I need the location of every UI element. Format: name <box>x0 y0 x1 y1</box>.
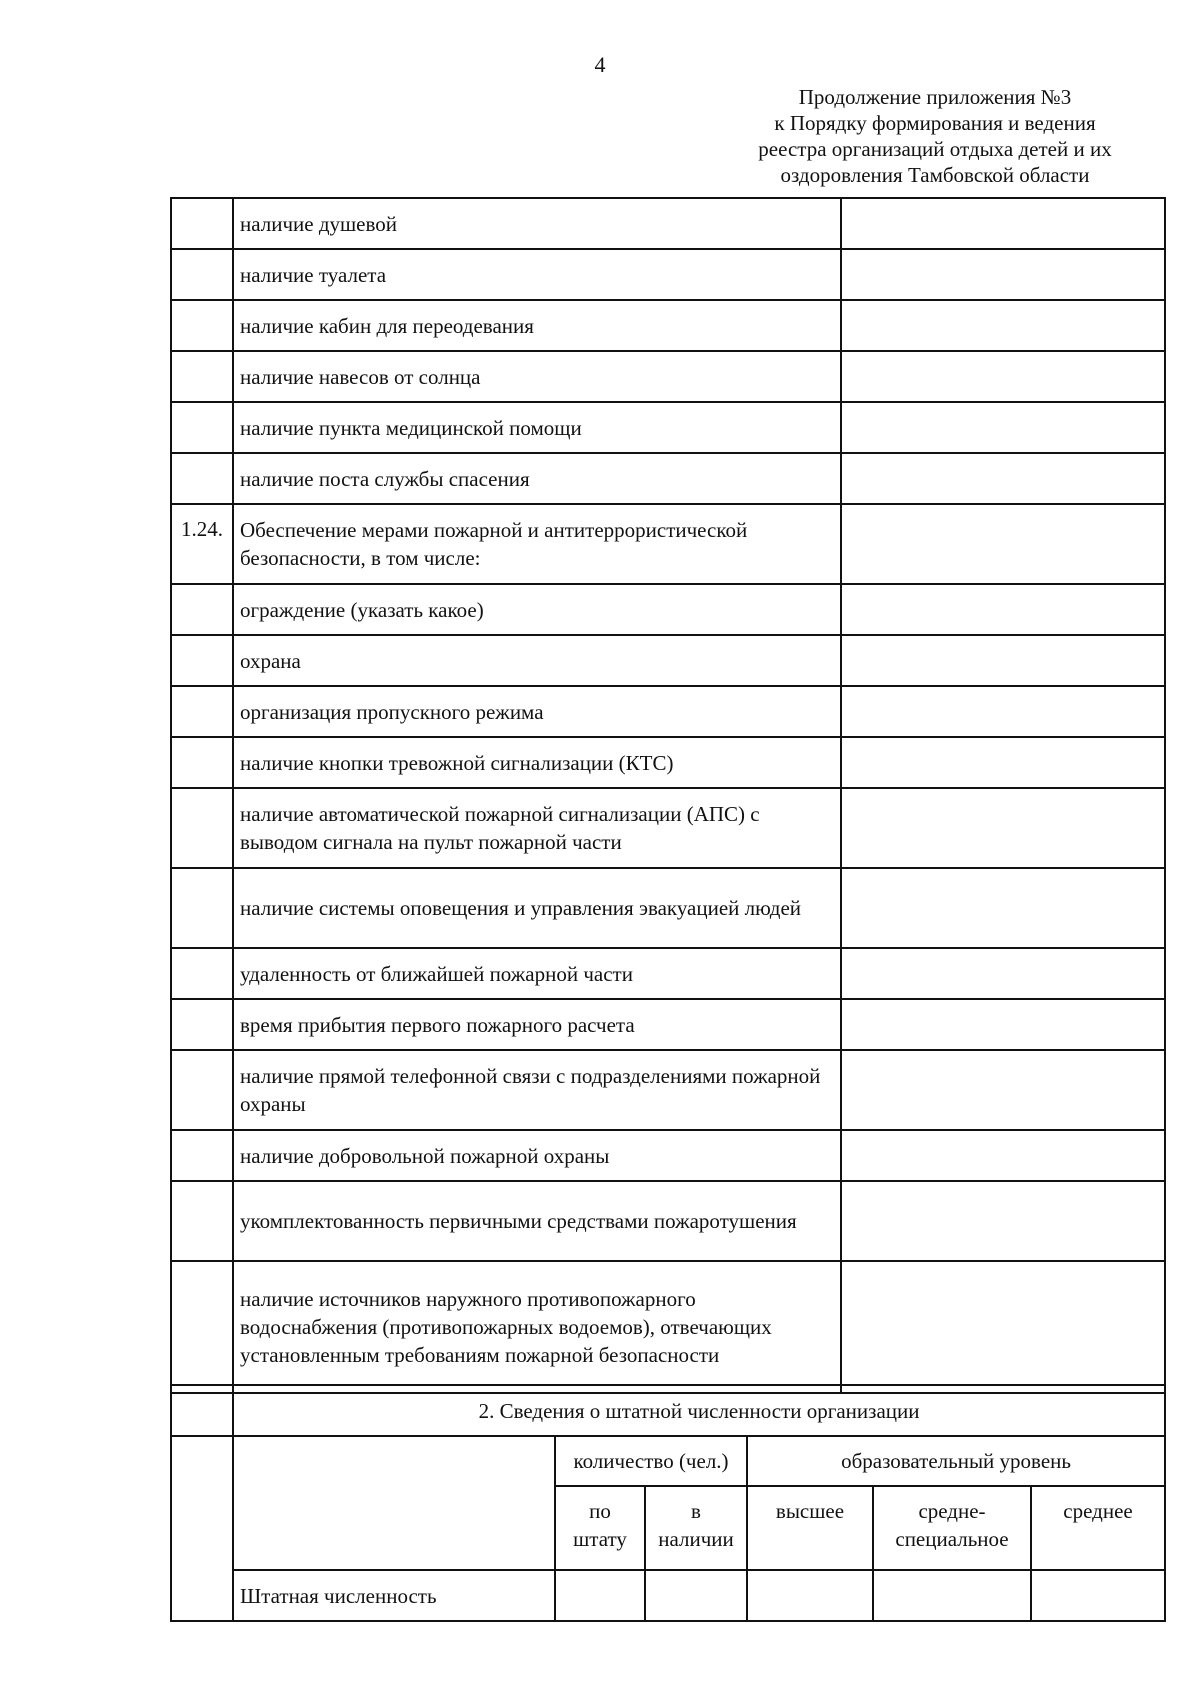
row-label: наличие поста службы спасения <box>233 453 841 504</box>
table-row <box>171 1050 1165 1130</box>
row-value <box>841 686 1165 737</box>
row-number <box>171 737 233 788</box>
appendix-header-line: Продолжение приложения №3 <box>798 85 1072 109</box>
row-value <box>841 300 1165 351</box>
staff-title-row <box>171 1385 1165 1436</box>
table-row <box>171 584 1165 635</box>
staff-data-row <box>171 1570 1165 1621</box>
row-number <box>171 868 233 948</box>
appendix-header <box>700 84 1170 188</box>
row-value <box>841 868 1165 948</box>
row-value <box>841 1050 1165 1130</box>
higher-education-header: высшее <box>747 1486 873 1570</box>
registry-table-body <box>171 198 1165 1393</box>
row-label: наличие добровольной пожарной охраны <box>233 1130 841 1181</box>
row-number <box>171 198 233 249</box>
row-number <box>171 1261 233 1393</box>
row-value <box>841 402 1165 453</box>
row-number <box>171 635 233 686</box>
secondary-special-value <box>873 1570 1031 1621</box>
row-label: наличие системы оповещения и управления эвакуацией людей <box>233 868 841 948</box>
table-row <box>171 1130 1165 1181</box>
table-row <box>171 1261 1165 1393</box>
education-header: образовательный уровень <box>747 1436 1165 1486</box>
row-label: время прибытия первого пожарного расчета <box>233 999 841 1050</box>
row-number <box>171 686 233 737</box>
row-label: наличие туалета <box>233 249 841 300</box>
secondary-special-header: средне-специальное <box>873 1486 1031 1570</box>
table-row <box>171 737 1165 788</box>
row-number <box>171 788 233 868</box>
table-row <box>171 1181 1165 1261</box>
row-label: Обеспечение мерами пожарной и антитеррористической безопасности, в том числе: <box>233 504 841 584</box>
row-label: укомплектованность первичными средствами пожаротушения <box>233 1181 841 1261</box>
table-row <box>171 351 1165 402</box>
row-value <box>841 198 1165 249</box>
row-number <box>171 453 233 504</box>
row-value <box>841 948 1165 999</box>
row-value <box>841 584 1165 635</box>
table-row <box>171 948 1165 999</box>
row-label: наличие душевой <box>233 198 841 249</box>
secondary-header: среднее <box>1031 1486 1165 1570</box>
table-row <box>171 453 1165 504</box>
row-value <box>841 737 1165 788</box>
staff-count-label: Штатная численность <box>233 1570 555 1621</box>
available-header: в наличии <box>645 1486 747 1570</box>
row-number <box>171 999 233 1050</box>
registry-table <box>170 197 1166 1394</box>
row-number: 1.24. <box>171 504 233 584</box>
row-number <box>171 948 233 999</box>
staff-label-header-cell <box>233 1436 555 1570</box>
table-row <box>171 249 1165 300</box>
row-number <box>171 584 233 635</box>
table-row <box>171 504 1165 584</box>
table-row <box>171 300 1165 351</box>
row-value <box>841 1130 1165 1181</box>
row-value <box>841 453 1165 504</box>
row-label: организация пропускного режима <box>233 686 841 737</box>
row-label: ограждение (указать какое) <box>233 584 841 635</box>
staff-table-body <box>171 1385 1165 1621</box>
higher-value <box>747 1570 873 1621</box>
available-value <box>645 1570 747 1621</box>
appendix-header-line: реестра организаций отдыха детей и их <box>758 137 1112 161</box>
row-number <box>171 351 233 402</box>
row-number <box>171 249 233 300</box>
by-staff-header: по штату <box>555 1486 645 1570</box>
secondary-value <box>1031 1570 1165 1621</box>
row-label: наличие автоматической пожарной сигнализации (АПС) с выводом сигнала на пульт пожарной части <box>233 788 841 868</box>
table-row <box>171 635 1165 686</box>
row-label: охрана <box>233 635 841 686</box>
table-row <box>171 999 1165 1050</box>
row-number <box>171 1181 233 1261</box>
staff-number-cell <box>171 1436 233 1621</box>
row-label: наличие источников наружного противопожарного водоснабжения (противопожарных водоемов), отвечающих установленным требованиям пожарной безопасности <box>233 1261 841 1393</box>
quantity-header: количество (чел.) <box>555 1436 747 1486</box>
row-value <box>841 351 1165 402</box>
row-number <box>171 402 233 453</box>
row-label: наличие прямой телефонной связи с подразделениями пожарной охраны <box>233 1050 841 1130</box>
row-number <box>171 1130 233 1181</box>
row-value <box>841 999 1165 1050</box>
row-number <box>171 1050 233 1130</box>
row-value <box>841 1181 1165 1261</box>
row-label: наличие кабин для переодевания <box>233 300 841 351</box>
row-label: наличие пункта медицинской помощи <box>233 402 841 453</box>
by-staff-value <box>555 1570 645 1621</box>
appendix-header-line: оздоровления Тамбовской области <box>780 163 1090 187</box>
staff-header-row <box>171 1436 1165 1486</box>
staff-section-title: 2. Сведения о штатной численности организации <box>233 1385 1165 1436</box>
table-row <box>171 788 1165 868</box>
table-row <box>171 686 1165 737</box>
row-value <box>841 504 1165 584</box>
appendix-header-line: к Порядку формирования и ведения <box>774 111 1096 135</box>
table-row <box>171 198 1165 249</box>
row-value <box>841 635 1165 686</box>
row-value <box>841 1261 1165 1393</box>
page-number: 4 <box>594 52 606 77</box>
table-row <box>171 402 1165 453</box>
table-row <box>171 868 1165 948</box>
staff-title-blank-cell <box>171 1385 233 1436</box>
row-value <box>841 788 1165 868</box>
row-label: наличие навесов от солнца <box>233 351 841 402</box>
row-number <box>171 300 233 351</box>
row-label: удаленность от ближайшей пожарной части <box>233 948 841 999</box>
row-value <box>841 249 1165 300</box>
staff-table <box>170 1384 1166 1622</box>
row-label: наличие кнопки тревожной сигнализации (КТС) <box>233 737 841 788</box>
